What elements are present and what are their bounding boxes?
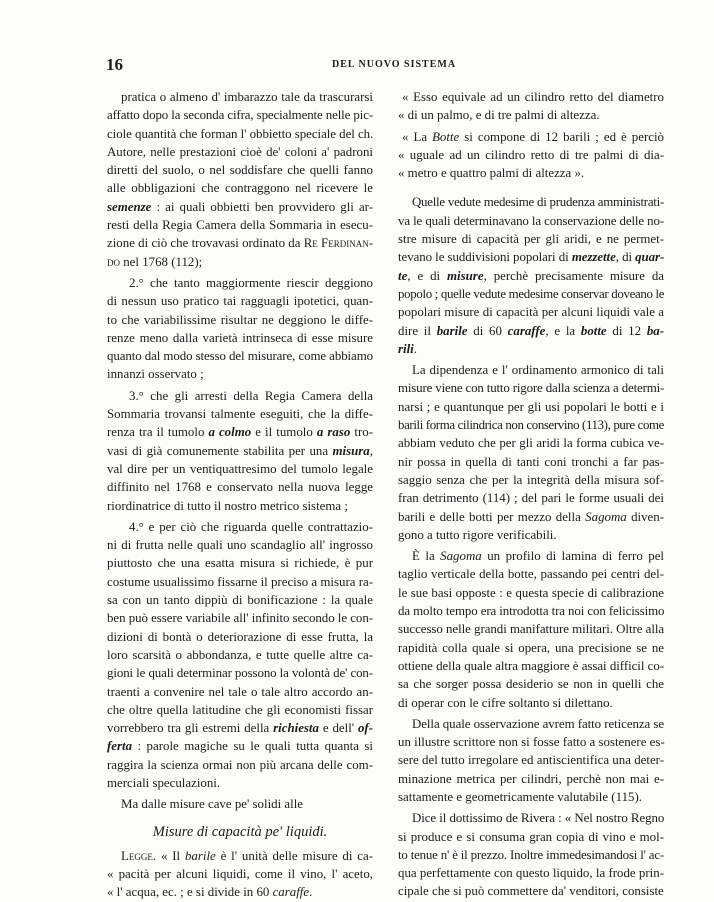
text-line — [107, 883, 373, 901]
text-segment: rapidità colla quale si opera, una precisione se ne — [398, 640, 664, 655]
italic-emphasis: quar- — [635, 250, 665, 265]
text-segment: e dell' — [318, 721, 358, 736]
small-caps-text: Legge. — [121, 848, 157, 863]
text-line — [398, 620, 664, 638]
text-segment: successo nelle grandi manifatture militari. Oltre alla — [398, 622, 665, 637]
italic-emphasis: te — [398, 268, 408, 283]
text-line — [107, 274, 373, 292]
text-segment: fran detrimento (114) ; del pari le forme usuali dei — [398, 491, 664, 506]
text-segment: ben può essere variabile all' infinito secondo le con- — [107, 611, 373, 626]
text-line — [398, 526, 664, 544]
text-line — [398, 361, 664, 379]
text-segment: Autore, nelle prestazioni cioè de' coloni a' padroni — [107, 144, 373, 159]
small-caps-text: do — [107, 254, 120, 269]
italic-emphasis: ba- — [646, 323, 665, 338]
text-line — [398, 230, 664, 248]
text-line — [107, 756, 373, 774]
text-segment: di 60 — [467, 323, 508, 338]
text-segment: innanzi osservato ; — [107, 367, 204, 382]
text-line — [107, 646, 373, 664]
text-line — [398, 193, 664, 211]
text-line — [107, 106, 373, 124]
text-segment: affatto dopo la seconda cifra, specialmente nelle pic- — [107, 108, 373, 123]
text-segment: saggio senza che per la integrità della misura sof- — [398, 472, 664, 487]
text-line — [398, 128, 664, 146]
left-text-column — [107, 88, 373, 902]
small-caps-text: Re Ferdinan- — [303, 236, 374, 251]
text-line — [398, 322, 664, 340]
text-segment: dizioni di bontà o deteriorazione di esse frutta, la — [107, 629, 373, 644]
text-line — [398, 106, 664, 124]
text-line — [398, 788, 664, 806]
text-line — [107, 460, 373, 478]
paragraph — [107, 518, 373, 792]
text-line — [398, 733, 664, 751]
text-segment: renze meno dalla varietà intrinseca di esse misure — [107, 330, 373, 345]
running-title: DEL NUOVO SISTEMA — [332, 59, 457, 70]
text-segment: , e di — [407, 268, 448, 283]
page-number: 16 — [106, 55, 123, 74]
text-segment: ciole quantità che forman l' obbietto speciale del ch. — [107, 126, 374, 141]
text-line — [107, 365, 373, 383]
text-segment: nir possa in quella di tanti coni tronchi a far pas- — [398, 454, 664, 469]
text-segment: Dice il dottissimo de Rivera : « Nel nostro Regno — [412, 811, 665, 826]
text-segment: . — [413, 341, 417, 356]
text-line — [398, 715, 664, 733]
text-line — [398, 212, 664, 230]
text-segment: va le quali determinavano la conservazione delle no- — [398, 213, 664, 228]
paragraph — [107, 387, 373, 515]
text-line — [107, 664, 373, 682]
text-segment: 4.° e per ciò che riguarda quelle contrattazio- — [129, 519, 373, 534]
text-line — [398, 416, 664, 434]
paragraph — [398, 361, 664, 544]
text-segment: ni di frutta nelle quali uno scandaglio all' ingrosso — [107, 538, 373, 553]
text-line — [398, 489, 664, 507]
text-line — [107, 234, 373, 252]
text-segment: barili e delle botti per mezzo della — [398, 509, 586, 524]
text-segment: abbiam veduto che per gli aridi la forma cubica ve- — [398, 436, 664, 451]
text-line — [398, 303, 664, 321]
text-line — [107, 719, 373, 737]
italic-emphasis: of- — [357, 721, 373, 736]
paragraph — [398, 809, 664, 900]
italic-emphasis: rili — [398, 341, 414, 356]
italic-emphasis: caraffe — [272, 885, 310, 900]
text-line — [107, 179, 373, 197]
text-line — [398, 164, 664, 182]
text-line — [398, 340, 664, 358]
text-segment: « La — [402, 129, 433, 144]
text-segment: È la — [412, 549, 441, 564]
text-segment: Ma dalle misure cave pe' solidi alle — [121, 797, 304, 812]
text-segment: un illustre scrittore non si fosse fatto a sostenere es- — [398, 735, 665, 750]
text-segment: narsi ; e quantunque per gli usi popolari le botti e i — [398, 399, 664, 414]
text-line — [107, 423, 373, 441]
text-line — [107, 253, 373, 271]
text-segment: Quelle vedute medesime di prudenza amministrati- — [412, 195, 664, 210]
italic-emphasis: Botte — [432, 129, 460, 144]
text-line — [107, 311, 373, 329]
italic-emphasis: botte — [580, 323, 607, 338]
text-segment: « Esso equivale ad un cilindro retto del diametro — [402, 90, 664, 104]
text-line — [398, 379, 664, 397]
text-segment: misure viene con tutto rigore dalla scienza a determi- — [398, 381, 665, 396]
text-line — [398, 770, 664, 788]
italic-emphasis: semenze — [107, 199, 152, 214]
text-segment: di 12 — [606, 323, 647, 338]
text-segment: merciali speculazioni. — [107, 775, 221, 790]
text-segment: di operar con le cifre soltanto si dilettano. — [398, 695, 613, 710]
text-segment: piuttosto che una esatta misura si richiede, è pur — [107, 556, 373, 571]
text-segment: qua perfettamente con questo liquido, la frode prin- — [398, 866, 664, 881]
text-segment: ottiene della quale altra maggiore è assai difficil co- — [398, 658, 664, 673]
text-line — [107, 125, 373, 143]
text-line — [107, 683, 373, 701]
text-line — [398, 639, 664, 657]
text-segment: di nessun uso pratico tai ragguagli ipotetici, quan- — [107, 294, 373, 309]
text-segment: che oltre quella latitudine che gli economisti fissar — [107, 702, 373, 717]
text-line — [107, 536, 373, 554]
italic-emphasis: misure — [447, 268, 484, 283]
text-line — [107, 737, 373, 755]
text-segment: val dire per un ventiquattresimo del tumolo legale — [107, 461, 373, 476]
text-segment: quanto dal modo stesso del misurare, come abbiamo — [107, 349, 373, 364]
text-segment: diven- — [626, 509, 664, 524]
text-segment: diffinito nel 1768 e conservato nella nuova legge — [107, 480, 373, 495]
text-segment: stre misure di capacità per gli aridi, e ne permet- — [398, 232, 664, 247]
italic-emphasis: misura — [332, 443, 370, 458]
text-segment: taglio verticale della botte, passando pei centri del- — [398, 567, 664, 582]
text-line — [107, 88, 373, 106]
text-line — [398, 882, 664, 900]
text-line — [398, 398, 664, 416]
text-segment: un profilo di lamina di ferro pel — [481, 549, 664, 564]
text-segment: : parole magiche su le quali tutta quanta si — [132, 739, 373, 754]
text-line — [398, 675, 664, 693]
text-segment: 2.° che tanto maggiormente riescir deggiono — [129, 275, 373, 290]
text-segment: diretti del suolo, o nel soddisfare che quelli fanno — [107, 163, 373, 178]
text-segment: cipale che si può commettere da' venditori, consiste — [398, 884, 664, 899]
text-segment: « l' acqua, ec. ; e si divide in 60 — [107, 885, 273, 900]
text-segment: pratica o almeno d' imbarazzo tale da trascurarsi — [121, 90, 373, 104]
text-line — [107, 478, 373, 496]
italic-emphasis: caraffe — [507, 323, 546, 338]
text-line — [398, 828, 664, 846]
text-line — [398, 602, 664, 620]
text-line — [107, 405, 373, 423]
text-segment: tevano le suddivisioni popolari di — [398, 250, 572, 265]
text-segment: dire il — [398, 323, 437, 338]
text-segment: vasi di già comunemente stabilita per una — [107, 443, 333, 458]
italic-emphasis: Sagoma — [585, 509, 627, 524]
text-line — [107, 347, 373, 365]
paragraph — [107, 274, 373, 384]
text-segment: riordinatrice di tutto il nostro metrico sistema ; — [107, 498, 348, 513]
text-line — [398, 751, 664, 769]
italic-emphasis: barile — [436, 323, 468, 338]
paragraph — [107, 847, 373, 902]
section-heading: Misure di capacità pe' liquidi. — [152, 823, 328, 840]
text-line — [398, 146, 664, 164]
text-segment: « metro e quattro palmi di altezza ». — [398, 166, 585, 181]
quoted-paragraph — [398, 128, 664, 183]
text-segment: da molto tempo era introdotta tra noi con felicissimo — [398, 604, 665, 619]
text-segment: : ai quali obbietti ben provvidero gli ar- — [151, 199, 373, 214]
text-segment: Della quale osservazione avrem fatto reticenza se — [412, 716, 664, 731]
text-segment: , di — [615, 250, 636, 265]
text-line — [398, 864, 664, 882]
text-segment: « di un palmo, e di tre palmi di altezza. — [398, 108, 600, 123]
text-segment: vorrebbero tra gli estremi della — [107, 721, 274, 736]
text-line — [398, 657, 664, 675]
text-segment: , — [369, 443, 373, 458]
text-line — [107, 573, 373, 591]
text-line — [107, 865, 373, 883]
text-line — [107, 292, 373, 310]
text-segment: 3.° che gli arresti della Regia Camera della — [129, 388, 373, 403]
text-line — [398, 508, 664, 526]
text-segment: popolo ; quelle vedute medesime conservar doveano le — [398, 286, 665, 301]
text-segment: « uguale ad un cilindro retto di tre palmi di dia- — [398, 147, 664, 162]
paragraph — [107, 88, 373, 271]
text-line — [107, 701, 373, 719]
text-line — [107, 847, 373, 865]
text-segment: to che variabilissime risultar ne deggiono le diffe- — [107, 312, 373, 327]
text-segment: resti della Regia Camera della Sommaria in esecu- — [107, 218, 373, 233]
italic-emphasis: a colmo — [208, 425, 252, 440]
text-line — [398, 471, 664, 489]
text-line — [107, 387, 373, 405]
text-line — [107, 497, 373, 515]
text-line — [398, 248, 664, 266]
paragraph — [107, 795, 373, 813]
text-segment: barili forma cilindrica non conservino (113), pure come — [398, 418, 664, 433]
text-segment: La dipendenza e l' ordinamento armonico di tali — [412, 363, 664, 378]
paragraph — [398, 193, 664, 358]
text-segment: minazione metrica per cilindri, perchè non mai e- — [398, 771, 664, 786]
text-line — [107, 795, 373, 813]
text-line — [107, 554, 373, 572]
text-segment: . — [309, 885, 313, 900]
text-line — [107, 442, 373, 460]
text-line — [398, 434, 664, 452]
text-line — [107, 628, 373, 646]
text-segment: alle obbligazioni che contraggono nel ricevere le — [107, 181, 373, 196]
text-line — [107, 609, 373, 627]
text-segment: sa che sorger possa desiderio se non in quelli che — [398, 677, 664, 692]
italic-emphasis: mezzette — [571, 250, 616, 265]
text-line — [107, 329, 373, 347]
text-line — [398, 88, 664, 106]
text-segment: è l' unità delle misure di ca- — [215, 848, 373, 863]
text-segment: popolari misure di capacità per alcuni liquidi vale a — [398, 305, 664, 320]
italic-emphasis: ferta — [107, 739, 133, 754]
italic-emphasis: richiesta — [273, 721, 319, 736]
text-segment: loro scarsità o abbondanza, e tutte quelle altre ca- — [107, 647, 373, 662]
text-segment: costume usualissimo fissarne il preciso a misura ra- — [107, 574, 373, 589]
italic-emphasis: a raso — [316, 425, 351, 440]
right-text-column — [398, 88, 664, 901]
text-segment: e il tumolo — [251, 425, 317, 440]
italic-emphasis: Sagoma — [440, 549, 482, 564]
text-line — [107, 216, 373, 234]
text-line — [398, 267, 664, 285]
text-segment: traenti a convenire nel tale o tale altro accordo an- — [107, 684, 373, 699]
text-segment: raggira la scienza ormai non più arcana delle com- — [107, 757, 373, 772]
text-segment: , e la — [545, 323, 581, 338]
text-segment: sere del tutto irregolare ed antiscientifica una deter- — [398, 753, 664, 768]
text-segment: si compone di 12 barili ; ed è perciò — [459, 129, 664, 144]
text-line — [398, 453, 664, 471]
text-segment: Sommaria trovansi talmente eseguiti, che la diffe- — [107, 407, 373, 422]
text-segment: sa con un tanto dippiù di bonificazione : la quale — [107, 593, 373, 608]
text-segment: zione di ciò che trovavasi ordinato da — [107, 236, 304, 251]
text-segment: , perchè precisamente misure da — [483, 268, 665, 283]
text-segment: « Il — [156, 848, 185, 863]
text-segment: gioni le quali determinar possono la volontà de' con- — [107, 666, 373, 681]
text-line — [398, 694, 664, 712]
text-segment: si produce e si consuma gran copia di vino e mol- — [398, 829, 664, 844]
text-segment: nel 1768 (112); — [120, 254, 203, 269]
text-line — [107, 198, 373, 216]
quoted-paragraph — [398, 88, 664, 125]
text-segment: to tenue n' è il prezzo. Inoltre immedesimandosi l' ac- — [398, 847, 664, 862]
italic-emphasis: barile — [184, 848, 216, 863]
text-segment: sattamente e geometricamente valutabile (115). — [398, 789, 642, 804]
text-line — [398, 846, 664, 864]
paragraph — [398, 547, 664, 712]
text-line — [107, 161, 373, 179]
text-line — [398, 584, 664, 602]
text-line — [398, 809, 664, 827]
paragraph — [398, 715, 664, 806]
text-segment: renza tra il tumolo — [107, 425, 209, 440]
text-line — [107, 591, 373, 609]
text-line — [398, 565, 664, 583]
text-line — [398, 285, 664, 303]
text-segment: « pacità per alcuni liquidi, come il vino, l' aceto, — [107, 867, 373, 882]
text-line — [107, 143, 373, 161]
text-line — [107, 774, 373, 792]
text-line — [107, 518, 373, 536]
text-segment: gono a tutto rigore verificabili. — [398, 527, 557, 542]
text-segment: tro- — [350, 425, 373, 440]
text-segment: le sue basi opposte : e questa specie di calibrazione — [398, 585, 664, 600]
text-line — [398, 547, 664, 565]
